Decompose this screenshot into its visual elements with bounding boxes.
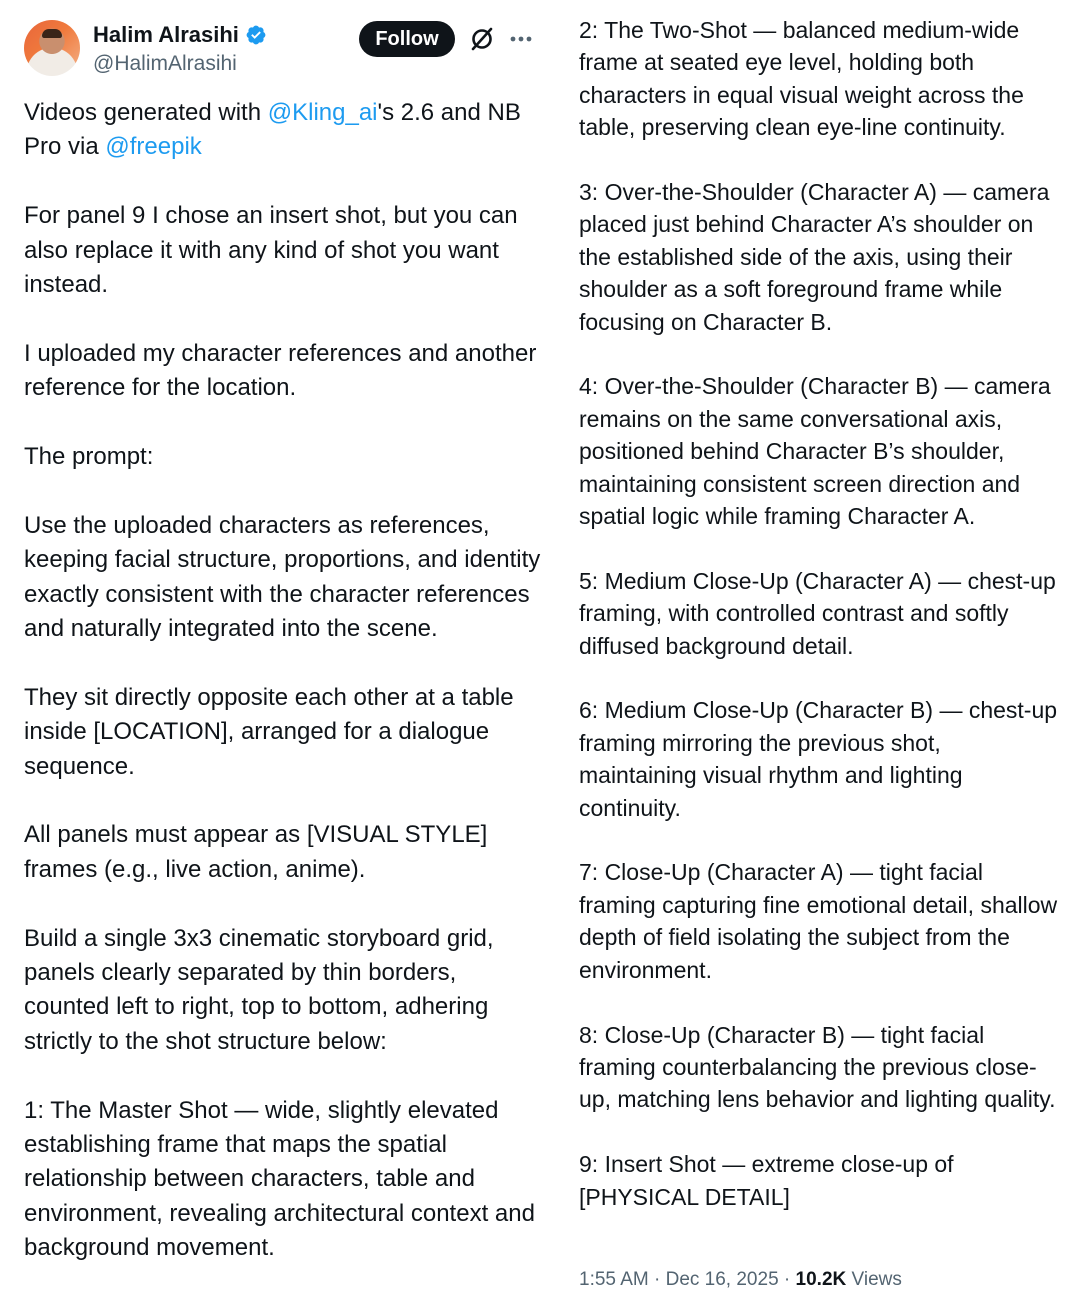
paragraph-left-1: For panel 9 I chose an insert shot, but you can also replace it with any kind of shot you want instead. xyxy=(24,202,518,299)
intro-paragraph xyxy=(24,96,544,165)
paragraph-left-5: They sit directly opposite each other at a table inside [LOCATION], arranged for a dialogue sequence. xyxy=(24,683,514,780)
paragraph-right-2: 3: Over-the-Shoulder (Character A) — camera placed just behind Character A’s shoulder on the established side of the axis, using their shoulder as a soft foreground frame while focusing on Character B. xyxy=(579,179,1050,335)
follow-button[interactable]: Follow xyxy=(359,21,455,57)
avatar[interactable] xyxy=(24,20,80,76)
views-count: 10.2K xyxy=(795,1269,847,1290)
paragraph-left-8: 1: The Master Shot — wide, slightly elevated establishing frame that maps the spatial relationship between characters, table and environment, revealing architectural context and background movement. xyxy=(24,1096,535,1262)
paragraph-right-5: 6: Medium Close-Up (Character B) — chest-up framing mirroring the previous shot, maintaining visual rhythm and lighting continuity. xyxy=(579,697,1058,821)
mention-kling[interactable]: @Kling_ai xyxy=(267,99,378,126)
paragraph-right-8: 9: Insert Shot — extreme close-up of [PHYSICAL DETAIL] xyxy=(579,1151,954,1210)
tweet-meta xyxy=(579,1266,902,1294)
paragraph-left-4: Use the uploaded characters as references, keeping facial structure, proportions, and identity exactly consistent with the character references and naturally integrated into the scene. xyxy=(24,511,541,643)
grok-icon[interactable] xyxy=(468,25,496,53)
tweet-time[interactable]: 1:55 AM xyxy=(579,1269,649,1290)
tweet-text-left xyxy=(24,96,544,1266)
paragraph-left-7: Build a single 3x3 cinematic storyboard grid, panels clearly separated by thin borders, counted left to right, top to bottom, adhering strictly to the shot structure below: xyxy=(24,924,494,1055)
intro-middle: 's 2.6 and NB Pro via xyxy=(24,99,521,161)
paragraph-left-2: I uploaded my character references and another reference for the location. xyxy=(24,339,537,402)
paragraph-right-1: 2: The Two-Shot — balanced medium-wide frame at seated eye level, holding both characters in equal visual weight across the table, preserving clean eye-line continuity. xyxy=(579,17,1024,141)
paragraph-left-3: The prompt: xyxy=(24,443,154,471)
paragraph-left-6: All panels must appear as [VISUAL STYLE] frames (e.g., live action, anime). xyxy=(24,821,488,883)
author-handle[interactable]: @HalimAlrasihi xyxy=(93,52,237,75)
meta-separator-2: · xyxy=(778,1269,796,1290)
paragraph-right-7: 8: Close-Up (Character B) — tight facial framing counterbalancing the previous close-up, matching lens behavior and lighting quality. xyxy=(579,1021,1056,1113)
tweet-header xyxy=(24,18,544,80)
tweet-date[interactable]: Dec 16, 2025 xyxy=(665,1269,779,1290)
author-display-name[interactable]: Halim Alrasihi xyxy=(93,22,239,47)
tweet-text-right xyxy=(579,14,1064,1245)
meta-separator: · xyxy=(648,1269,666,1290)
views-label: Views xyxy=(851,1269,902,1290)
intro-prefix: Videos generated with xyxy=(24,99,268,126)
avatar-hair xyxy=(42,29,62,38)
author-name-row xyxy=(93,21,267,49)
paragraph-right-3: 4: Over-the-Shoulder (Character B) — camera remains on the same conversational axis, positioned behind Character B’s shoulder, maintaining consistent screen direction and spatial logic while framing Character A. xyxy=(579,373,1051,530)
more-options-icon[interactable] xyxy=(507,25,535,53)
mention-freepik[interactable]: @freepik xyxy=(105,133,202,161)
paragraph-right-4: 5: Medium Close-Up (Character A) — chest-up framing, with controlled contrast and softly diffused background detail. xyxy=(579,567,1056,659)
verified-badge-icon xyxy=(245,24,267,46)
paragraph-right-6: 7: Close-Up (Character A) — tight facial framing capturing fine emotional detail, shallow depth of field isolating the subject from the environment. xyxy=(579,859,1058,983)
